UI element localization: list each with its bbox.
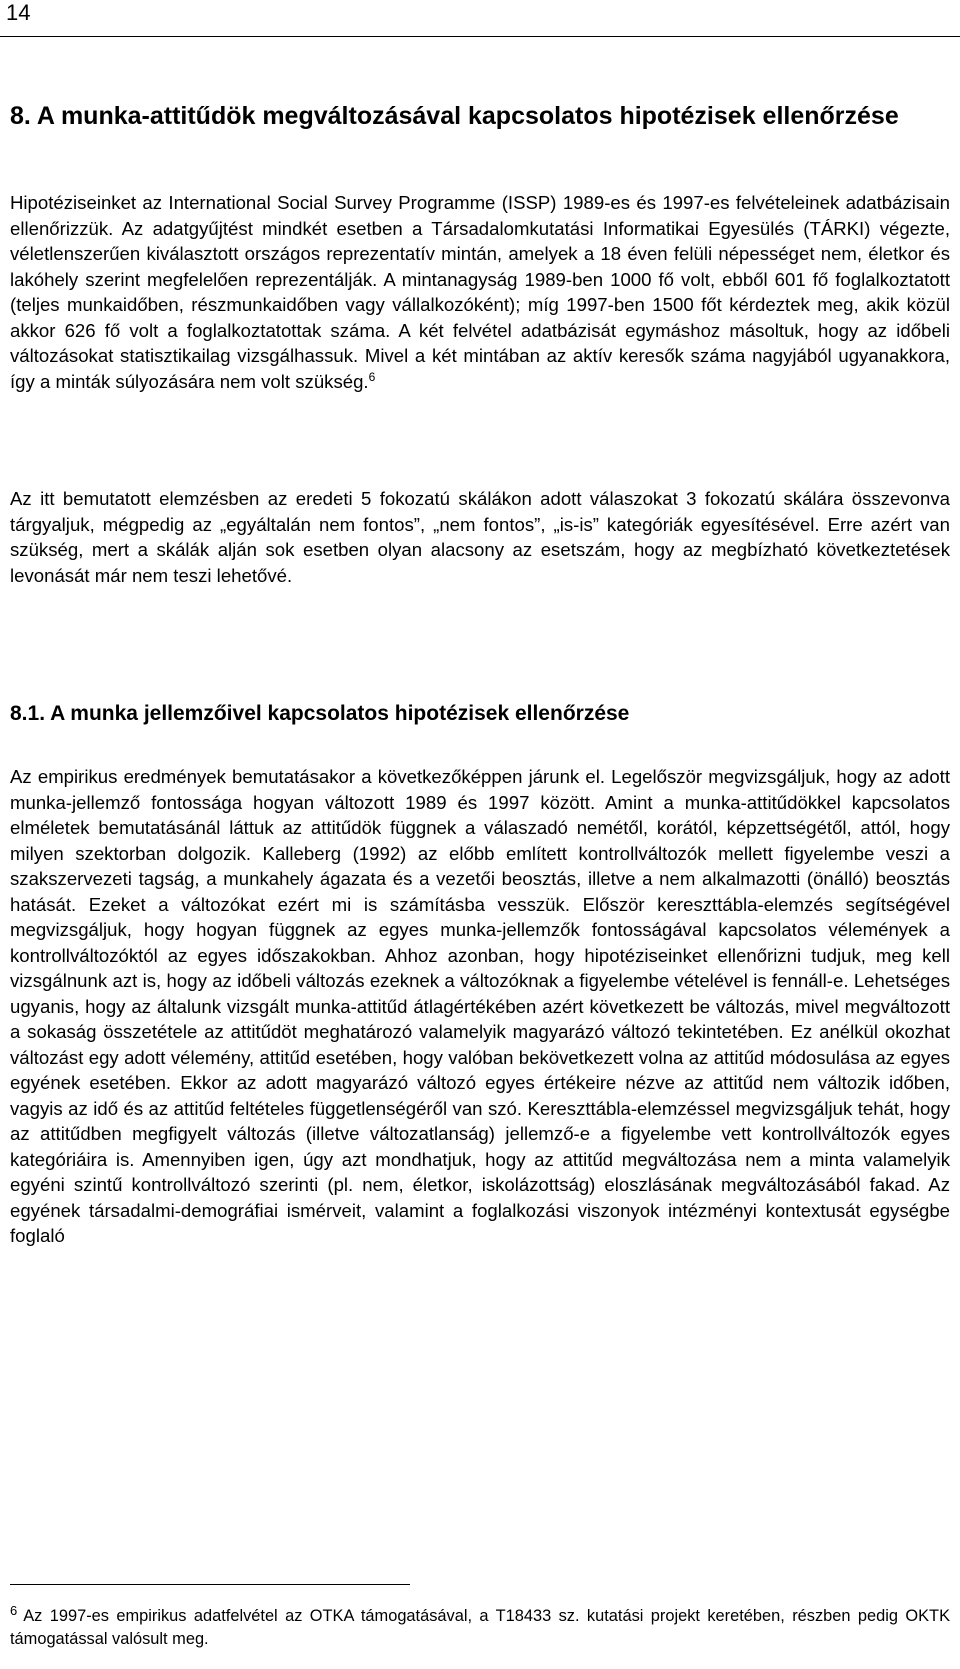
chapter-title: 8. A munka-attitűdök megváltozásával kapcsolatos hipotézisek ellenőrzése [10, 102, 899, 130]
paragraph-scale-method: Az itt bemutatott elemzésben az eredeti 5 fokozatú skálákon adott válaszokat 3 fokozatú skálára összevonva tárgyaljuk, mégpedig az „egyáltalán nem fontos”, „nem fontos”, „is-is” kategóriák egyesítésével. Erre azért van szükség, mert a skálák alján sok esetben olyan alacsony az esetszám, hogy az megbízható következtetések levonását már nem teszi lehetővé. [10, 488, 950, 586]
footnote [10, 1602, 950, 1651]
paragraph-data-sources [10, 190, 950, 394]
footnote-text: Az 1997-es empirikus adatfelvétel az OTKA támogatásával, a T18433 sz. kutatási projekt keretében, részben pedig OKTK támogatással valósult meg. [10, 1607, 950, 1648]
page-number: 14 [6, 0, 31, 25]
section-title: 8.1. A munka jellemzőivel kapcsolatos hipotézisek ellenőrzése [10, 702, 630, 725]
paragraph-empirical-results: Az empirikus eredmények bemutatásakor a következőképpen járunk el. Legelőször megvizsgáljuk, hogy az adott munka-jellemző fontossága hogyan változott 1989 és 1997 között. Amint a munka-attitűdökkel kapcsolatos elméletek bemutatásánál láttuk az attitűdök függnek a válaszadó nemétől, korától, képzettségétől, attól, hogy milyen szektorban dolgozik. Kalleberg (1992) az előbb említett kontrollváltozók mellett figyelembe veszi a szakszervezeti tagság, a munkahely ágazata és a vezetői beosztás, illetve a nem alkalmazotti (önálló) beosztás hatását. Ezeket a változókat ezért mi is számításba vesszük. Először kereszttábla-elemzés segítségével megvizsgáljuk, hogy hogyan függnek az egyes munka-jellemzők fontosságával kapcsolatos vélemények a kontrollváltozóktól az egyes időszakokban. Ahhoz azonban, hogy hipotéziseinket ellenőrizni tudjuk, meg kell vizsgálnunk azt is, hogy az időbeli változás ezeknek a változóknak a figyelembe vételével is fennáll-e. Lehetséges ugyanis, hogy az általunk vizsgált munka-attitűd átlagértékében azért következett be változás, mivel megváltozott a sokaság összetétele az attitűdöt meghatározó valamelyik magyarázó változó tekintetében. Ez anélkül okozhat változást egy adott vélemény, attitűd esetében, hogy valóban bekövetkezett volna az attitűd módosulása az egyes egyének esetében. Ekkor az adott magyarázó változó egyes értékeire nézve az attitűd nem változik időben, vagyis az idő és az attitűd feltételes függetlenségéről van szó. Kereszttábla-elemzéssel megvizsgáljuk tehát, hogy az attitűdben megfigyelt változás (illetve változatlanság) jellemző-e a figyelembe vett kontrollváltozók egyes kategóriáira is. Amennyiben igen, úgy azt mondhatjuk, hogy az attitűd megváltozása nem a minta valamelyik egyéni szintű kontrollváltozó szerinti (pl. nem, életkor, iskolázottság) eloszlásának megváltozásából fakad. Az egyének társadalmi-demográfiai ismérveit, valamint a foglalkozási viszonyok intézményi kontextusát egységbe foglaló [10, 766, 950, 1246]
footnote-reference[interactable]: 6 [368, 369, 376, 384]
footnote-number: 6 [10, 1602, 18, 1618]
footnote-divider [10, 1584, 410, 1585]
paragraph-text: Hipotéziseinket az International Social Survey Programme (ISSP) 1989-es és 1997-es felvételeinek adatbázisain ellenőrizzük. Az adatgyűjtést mindkét esetben a Társadalomkutatási Informatikai Egyesülés (TÁRKI) végezte, véletlenszerűen kiválasztott országos reprezentatív mintán, amelyek a 18 éven felüli népességet nem, életkor és lakóhely szerint megfelelően reprezentálják. A mintanagyság 1989-ben 1000 fő volt, ebből 601 fő foglalkoztatott (teljes munkaidőben, részmunkaidőben vagy vállalkozóként); míg 1997-ben 1500 főt kérdeztek meg, akik közül akkor 626 fő volt a foglalkoztatottak száma. A két felvétel adatbázisát egymáshoz másoltuk, hogy az időbeli változásokat statisztikailag vizsgálhassuk. Mivel a két mintában az aktív keresők száma nagyjából ugyanakkora, így a minták súlyozására nem volt szükség. [10, 192, 950, 392]
header-rule [0, 36, 960, 37]
